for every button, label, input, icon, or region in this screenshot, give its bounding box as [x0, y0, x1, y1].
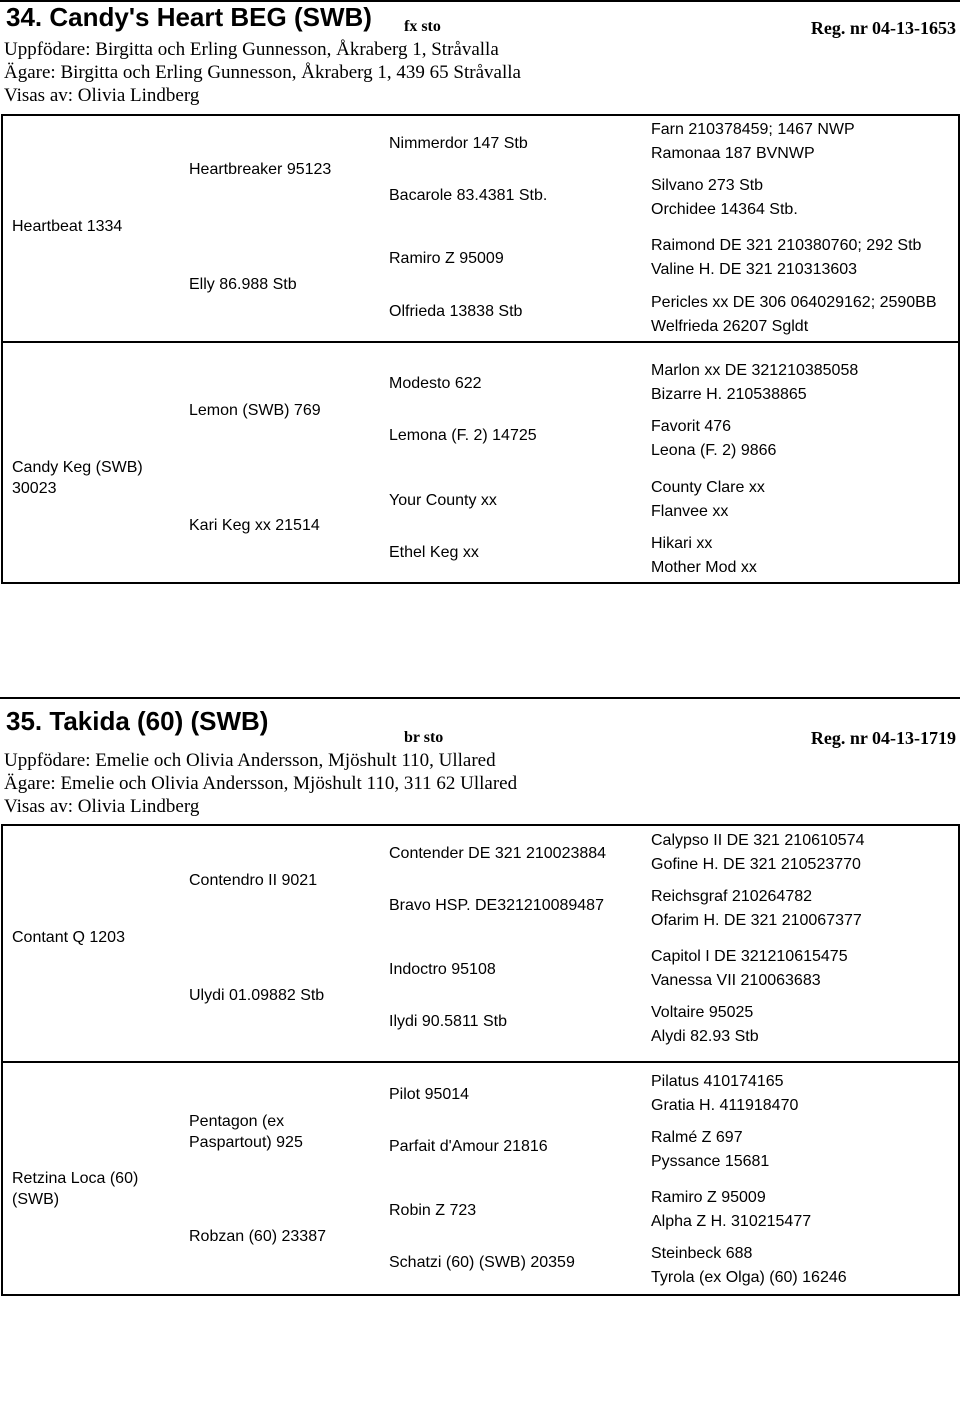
gen4-5: Raimond DE 321 210380760; 292 Stb — [651, 237, 922, 254]
horse-title: 34. Candy's Heart BEG (SWB) — [6, 2, 372, 32]
sex-color-tag: fx sto — [404, 18, 441, 35]
gen4-14: Flanvee xx — [651, 503, 729, 520]
gen3-3: Indoctro 95108 — [389, 961, 496, 978]
gen3-1: Nimmerdor 147 Stb — [389, 135, 528, 152]
shown-by-line: Visas av: Olivia Lindberg — [4, 85, 200, 106]
gen3-8: Ethel Keg xx — [389, 544, 479, 561]
gen4-8: Welfrieda 26207 Sgldt — [651, 318, 809, 335]
gen4-12: Leona (F. 2) 9866 — [651, 442, 777, 459]
pedigree-divider — [1, 341, 960, 343]
gen3-6: Lemona (F. 2) 14725 — [389, 427, 537, 444]
gen4-15: Hikari xx — [651, 535, 713, 552]
gen4-13: Ramiro Z 95009 — [651, 1189, 766, 1206]
gen3-7: Robin Z 723 — [389, 1202, 477, 1219]
horse-title: 35. Takida (60) (SWB) — [6, 706, 269, 736]
gen4-8: Alydi 82.93 Stb — [651, 1028, 759, 1045]
gen4-4: Orchidee 14364 Stb. — [651, 201, 798, 218]
dam-dam: Robzan (60) 23387 — [189, 1228, 326, 1245]
gen4-16: Mother Mod xx — [651, 559, 757, 576]
gen4-10: Gratia H. 411918470 — [651, 1097, 799, 1114]
sex-color-tag: br sto — [404, 729, 444, 746]
gen4-13: County Clare xx — [651, 479, 765, 496]
shown-by-line: Visas av: Olivia Lindberg — [4, 796, 200, 817]
gen4-2: Ramonaa 187 BVNWP — [651, 145, 815, 162]
sire: Contant Q 1203 — [12, 929, 125, 946]
gen4-3: Reichsgraf 210264782 — [651, 888, 813, 905]
sire: Heartbeat 1334 — [12, 218, 123, 235]
gen3-5: Pilot 95014 — [389, 1086, 470, 1103]
dam: Retzina Loca (60) (SWB) — [12, 1170, 139, 1208]
gen4-15: Steinbeck 688 — [651, 1245, 753, 1262]
sire-sire: Contendro II 9021 — [189, 872, 318, 889]
gen4-6: Valine H. DE 321 210313603 — [651, 261, 858, 278]
pedigree-divider — [1, 1061, 960, 1063]
owner-line: Ägare: Birgitta och Erling Gunnesson, Åkraberg 1, 439 65 Stråvalla — [4, 62, 521, 83]
gen4-6: Vanessa VII 210063683 — [651, 972, 821, 989]
sire-dam: Elly 86.988 Stb — [189, 276, 297, 293]
gen4-7: Pericles xx DE 306 064029162; 2590BB — [651, 294, 937, 311]
breeder-line: Uppfödare: Emelie och Olivia Andersson, Mjöshult 110, Ullared — [4, 750, 496, 771]
gen4-9: Pilatus 410174165 — [651, 1073, 784, 1090]
gen4-14: Alpha Z H. 310215477 — [651, 1213, 812, 1230]
gen4-7: Voltaire 95025 — [651, 1004, 754, 1021]
top-rule — [0, 697, 960, 699]
gen3-2: Bravo HSP. DE321210089487 — [389, 897, 604, 914]
dam-sire: Pentagon (ex Paspartout) 925 — [189, 1113, 303, 1151]
gen3-7: Your County xx — [389, 492, 497, 509]
gen3-1: Contender DE 321 210023884 — [389, 845, 607, 862]
dam-dam: Kari Keg xx 21514 — [189, 517, 320, 534]
owner-line: Ägare: Emelie och Olivia Andersson, Mjöshult 110, 311 62 Ullared — [4, 773, 518, 794]
gen3-3: Ramiro Z 95009 — [389, 250, 504, 267]
gen4-1: Calypso II DE 321 210610574 — [651, 832, 865, 849]
gen4-10: Bizarre H. 210538865 — [651, 386, 807, 403]
gen3-6: Parfait d'Amour 21816 — [389, 1138, 548, 1155]
gen4-16: Tyrola (ex Olga) (60) 16246 — [651, 1269, 847, 1286]
dam-sire: Lemon (SWB) 769 — [189, 402, 321, 419]
sire-dam: Ulydi 01.09882 Stb — [189, 987, 325, 1004]
gen4-11: Favorit 476 — [651, 418, 732, 435]
gen3-4: Ilydi 90.5811 Stb — [389, 1013, 508, 1030]
gen3-2: Bacarole 83.4381 Stb. — [389, 187, 548, 204]
breeder-line: Uppfödare: Birgitta och Erling Gunnesson, Åkraberg 1, Stråvalla — [4, 39, 499, 60]
gen4-1: Farn 210378459; 1467 NWP — [651, 121, 855, 138]
gen4-9: Marlon xx DE 321210385058 — [651, 362, 859, 379]
registration-number: Reg. nr 04-13-1719 — [810, 728, 956, 748]
dam: Candy Keg (SWB) 30023 — [12, 459, 143, 497]
gen3-5: Modesto 622 — [389, 375, 482, 392]
gen4-11: Ralmé Z 697 — [651, 1129, 743, 1146]
gen3-8: Schatzi (60) (SWB) 20359 — [389, 1254, 575, 1271]
registration-number: Reg. nr 04-13-1653 — [810, 18, 956, 38]
sire-sire: Heartbreaker 95123 — [189, 161, 332, 178]
gen4-2: Gofine H. DE 321 210523770 — [651, 856, 861, 873]
gen4-5: Capitol I DE 321210615475 — [651, 948, 848, 965]
gen3-4: Olfrieda 13838 Stb — [389, 303, 523, 320]
gen4-4: Ofarim H. DE 321 210067377 — [651, 912, 862, 929]
gen4-12: Pyssance 15681 — [651, 1153, 770, 1170]
gen4-3: Silvano 273 Stb — [651, 177, 764, 194]
